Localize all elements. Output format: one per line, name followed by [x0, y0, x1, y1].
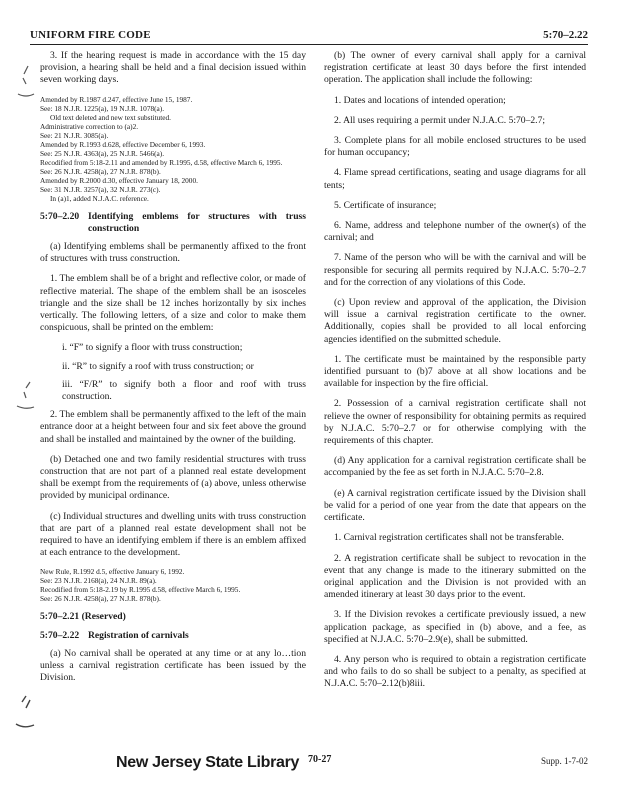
note-line: Amended by R.1993 d.628, effective December 6, 1993.	[40, 139, 206, 149]
running-header	[30, 28, 588, 45]
section-2-22-c2: 2. Possession of a carnival registration certificate shall not relieve the owner of responsibility for obtaining permits as required by N.J.A.C. 5:70–2.7 or for otherwise complying with the requirements of this chapter.	[324, 398, 586, 447]
note-line: Recodified from 5:18-2.19 by R.1995 d.58, effective March 6, 1995.	[40, 585, 241, 595]
paragraph-3: 3. If the hearing request is made in accordance with the 15 day provision, a hearing shall be held and a final decision issued within seven working days.	[40, 50, 306, 86]
section-2-22-b: (b) The owner of every carnival shall apply for a carnival registration certificate at least 30 days before the first intended operation. The application shall include the following:	[324, 50, 586, 86]
section-number: 5:70–2.22	[40, 629, 80, 641]
note-line: See: 26 N.J.R. 4258(a), 27 N.J.R. 878(b).	[40, 166, 161, 176]
section-2-20-a1-ii: ii. “R” to signify a roof with truss construction; or	[62, 360, 254, 372]
section-2-22-b6: 6. Name, address and telephone number of the owner(s) of the carnival; and	[324, 220, 586, 244]
section-2-22-c1: 1. The certificate must be maintained by the responsible party identified pursuant to (b)7 above at all show locations and be available for inspection by the fire official.	[324, 353, 586, 390]
left-column	[40, 50, 306, 693]
history-notes-2-20	[40, 567, 306, 603]
note-line: Old text deleted and new text substituted.	[50, 112, 171, 122]
section-2-22-b5: 5. Certificate of insurance;	[334, 199, 437, 211]
section-2-20-a1-iii: iii. “F/R” to signify both a floor and roof with truss construction.	[62, 378, 306, 403]
margin-mark-middle	[14, 380, 36, 416]
note-line: See: 31 N.J.R. 3257(a), 32 N.J.R. 273(c).	[40, 184, 161, 194]
header-title: UNIFORM FIRE CODE	[30, 29, 151, 41]
section-2-22-b2: 2. All uses requiring a permit under N.J.A.C. 5:70–2.7;	[334, 114, 546, 126]
margin-mark-top	[14, 64, 36, 104]
margin-mark-bottom	[12, 694, 36, 736]
section-2-21-heading: 5:70–2.21 (Reserved)	[40, 611, 126, 623]
note-line: See: 18 N.J.R. 1225(a), 19 N.J.R. 1078(a).	[40, 103, 165, 113]
supplement-date: Supp. 1-7-02	[541, 756, 588, 766]
note-line: New Rule, R.1992 d.5, effective January 6, 1992.	[40, 567, 185, 577]
section-2-22-b4: 4. Flame spread certifications, seating and usage diagrams for all tents;	[324, 167, 586, 191]
note-line: Amended by R.2000 d.30, effective January 18, 2000.	[40, 175, 198, 185]
section-2-22-b7: 7. Name of the person who will be with the carnival and will be responsible for securing all permits required by N.J.A.C. 5:70–2.7 and for the correction of any violations of this Code.	[324, 252, 586, 288]
section-2-22-e: (e) A carnival registration certificate issued by the Division shall be valid for a period of one year from the date that appears on the certificate.	[324, 487, 586, 524]
section-2-22-e3: 3. If the Division revokes a certificate previously issued, a new application package, as specified in (b) above, and a fee, as specified at N.J.A.C. 5:70–2.9(e), shall be submitted.	[324, 609, 586, 645]
header-section: 5:70–2.22	[543, 29, 588, 41]
section-number: 5:70–2.20	[40, 210, 80, 222]
note-line: Amended by R.1987 d.247, effective June 15, 1987.	[40, 94, 193, 104]
note-line: See: 23 N.J.R. 2168(a), 24 N.J.R. 89(a).	[40, 576, 157, 586]
section-2-22-c: (c) Upon review and approval of the application, the Division will issue a carnival registration certificate to the owner. Additionally, copies shall be provided to all local enforcing agencies identified on the submitted schedule.	[324, 297, 586, 345]
page-footer	[30, 752, 588, 782]
section-2-22-e2: 2. A registration certificate shall be subject to revocation in the event that any change is made to the itinerary submitted on the original application and the Division is not provided with an amended itinerary at least 30 days prior to the event.	[324, 552, 586, 601]
note-line: See: 21 N.J.R. 3085(a).	[40, 130, 109, 140]
section-2-20-b: (b) Detached one and two family residential structures with truss construction that are not part of a planned real estate development shall be exempt from the requirements of (a) above, unless otherwise provided by municipal ordinance.	[40, 453, 306, 502]
section-title: Registration of carnivals	[88, 629, 189, 641]
section-2-20-c: (c) Individual structures and dwelling units with truss construction that are part of a planned real estate development shall not be required to have an identifying emblem if there is an emblem affixed at each entrance to the development.	[40, 510, 306, 559]
section-2-20-a1: 1. The emblem shall be of a bright and reflective color, or made of reflective material. The shape of the emblem shall be an isosceles triangle and the size shall be 12 inches horizontally by six inches vertically. The following letters, of a size and color to make them conspicuous, shall be printed on the emblem:	[40, 273, 306, 334]
history-notes-2-19	[40, 95, 306, 203]
section-2-20-a2: 2. The emblem shall be permanently affixed to the left of the main entrance door at a height between four and six feet above the ground and shall be installed and maintained by the owner of the building.	[40, 409, 306, 445]
section-title: Identifying emblems for structures with truss construction	[88, 210, 306, 234]
note-line: Recodified from 5:18-2.11 and amended by R.1995, d.58, effective March 6, 1995.	[40, 157, 283, 167]
section-2-22-e1: 1. Carnival registration certificates shall not be transferable.	[334, 532, 564, 544]
right-column	[324, 50, 586, 699]
section-2-22-b3: 3. Complete plans for all mobile enclosed structures to be used for human occupancy;	[324, 135, 586, 159]
section-2-20-a: (a) Identifying emblems shall be permanently affixed to the front of structures with truss construction.	[40, 241, 306, 265]
note-line: Administrative correction to (a)2.	[40, 121, 139, 131]
section-2-22-a: (a) No carnival shall be operated at any time or at any lo…tion unless a carnival registration certificate has been issued by the Division.	[40, 647, 306, 684]
section-2-22-d: (d) Any application for a carnival registration certificate shall be accompanied by the fee as set forth in N.J.A.C. 5:70–2.8.	[324, 455, 586, 479]
section-2-20-heading	[40, 211, 306, 235]
note-line: In (a)1, added N.J.A.C. reference.	[50, 193, 149, 203]
library-stamp: New Jersey State Library	[116, 754, 300, 771]
page-number: 70-27	[308, 754, 332, 765]
section-2-20-a1-i: i. “F” to signify a floor with truss construction;	[62, 342, 243, 354]
section-2-22-heading	[40, 630, 306, 642]
section-2-22-e4: 4. Any person who is required to obtain a registration certificate and who fails to do so shall be subject to a penalty, as specified at N.J.A.C. 5:70–2.12(b)8iii.	[324, 653, 586, 690]
section-2-22-b1: 1. Dates and locations of intended operation;	[334, 94, 506, 106]
note-line: See: 25 N.J.R. 4363(a), 25 N.J.R. 5466(a).	[40, 148, 165, 158]
note-line: See: 26 N.J.R. 4258(a), 27 N.J.R. 878(b).	[40, 594, 161, 604]
